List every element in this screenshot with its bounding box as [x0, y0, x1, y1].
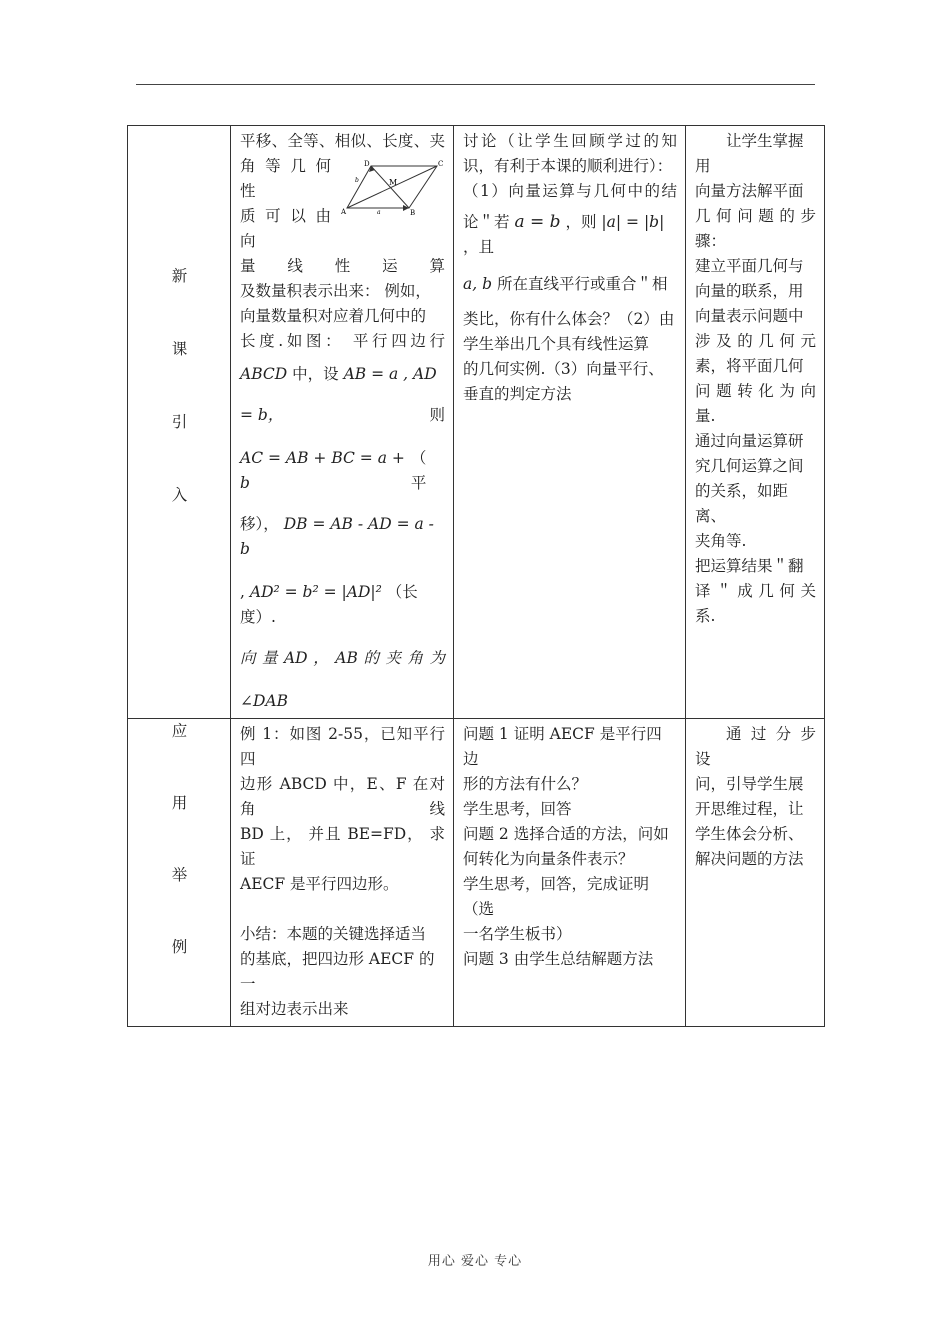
section-label-example [128, 719, 231, 1027]
table-row-new-lesson [128, 126, 825, 719]
text-line: 系. [695, 607, 716, 625]
text-line: 角 等 几 何 性 [240, 157, 331, 200]
text-line: 的几何实例.（3）向量平行、 [463, 360, 664, 378]
math-ac-formula: AC = AB + BC = a + b [240, 449, 405, 492]
text-fragment: 所在直线平行或重合＂相 [496, 275, 668, 293]
formula-line [240, 580, 445, 630]
text-line: 讨论（让学生回顾学过的知 [463, 132, 677, 150]
table-row-example [128, 719, 825, 1027]
text-line: 夹角等. [695, 532, 747, 550]
text-line: 问，引导学生展 [695, 775, 804, 793]
text-line: 究几何运算之间 [695, 457, 804, 475]
text-line: 问题 2 选择合适的方法，问如 [463, 825, 669, 843]
formula-line [240, 446, 445, 496]
text-fragment: ，则 [565, 213, 597, 231]
label-char: 应 [171, 722, 188, 740]
text-line: 向量数量积对应着几何中的 [240, 307, 427, 325]
label-char: 举 [171, 866, 188, 884]
text-line: BD 上， 并且 BE=FD， 求证 [240, 825, 445, 868]
label-char: 例 [171, 938, 188, 956]
content-cell [454, 719, 686, 1027]
text-line: AECF 是平行四边形。 [240, 875, 399, 893]
text-line: 组对边表示出来 [240, 1000, 349, 1018]
math-abcd: ABCD [240, 365, 288, 383]
vertex-label: D [364, 160, 370, 168]
math-vec-ad: 向 量 AD ， [240, 649, 330, 667]
content-cell [231, 126, 454, 719]
text-fragment: 则 [429, 406, 445, 424]
text-line: 涉 及 的 几 何 元 [695, 332, 816, 350]
text-line: 的关系，如距离、 [695, 482, 789, 525]
math-eq-b: = b， [240, 406, 284, 424]
text-fragment: ，且 [463, 238, 495, 256]
formula-line [240, 362, 445, 387]
lesson-table [127, 125, 825, 1027]
content-cell [231, 719, 454, 1027]
formula-line [463, 210, 677, 260]
text-line: 通 过 分 步 设 [695, 725, 816, 768]
parallelogram-figure [337, 158, 445, 216]
text-line: 译 ＂ 成 几 何 关 [695, 582, 816, 600]
formula-line [240, 646, 445, 671]
math-db-formula: DB = AB - AD = a - b [240, 515, 434, 558]
text-line: 骤： [695, 232, 727, 250]
text-line: 量. [695, 407, 716, 425]
math-ab-a: AB = a , AD [343, 365, 437, 383]
text-fragment: , [240, 583, 245, 601]
text-line: 向量方法解平面 [695, 182, 804, 200]
text-line: 学生举出几个具有线性运算 [463, 335, 650, 353]
text-line: 识，有利于本课的顺利进行）： [463, 157, 673, 175]
math-vec-ab: AB 的 夹 角 为 [335, 649, 445, 667]
text-line: 形的方法有什么？ [463, 775, 588, 793]
vertex-label: A [341, 208, 347, 216]
text-fragment: （ 平 [410, 449, 427, 492]
formula-line [240, 403, 445, 428]
text-line: 量 线 性 运 算 [240, 257, 445, 275]
math-ad-formula: AD² = b² = |AD|² [249, 583, 382, 601]
text-fragment: （长度）. [240, 583, 418, 626]
content-cell [454, 126, 686, 719]
label-char: 用 [171, 794, 188, 812]
text-line: 问 题 转 化 为 向 [695, 382, 816, 400]
text-line: 解决问题的方法 [695, 850, 804, 868]
text-line: 长度.如图： 平行四边行 [240, 332, 445, 350]
math-angle: ∠DAB [240, 692, 288, 710]
section-label-new-lesson [128, 126, 231, 719]
formula-line [463, 272, 677, 297]
text-line: 质 可 以 由 向 [240, 207, 331, 250]
label-char: 入 [171, 486, 188, 504]
text-line: 素，将平面几何 [695, 357, 804, 375]
content-cell [686, 719, 825, 1027]
text-fragment: 移）， [240, 515, 279, 533]
label-char: 课 [171, 340, 188, 358]
text-line: 向量表示问题中 [695, 307, 804, 325]
math-a-eq-b: a = b [514, 212, 561, 232]
text-line: 问题 1 证明 AECF 是平行四边 [463, 725, 662, 768]
text-line: 向量的联系，用 [695, 282, 804, 300]
page-footer: 用心 爱心 专心 [427, 1254, 523, 1269]
text-line: 开思维过程，让 [695, 800, 804, 818]
text-line: 学生思考，回答 [463, 800, 572, 818]
label-char: 新 [171, 267, 188, 285]
text-line: 通过向量运算研 [695, 432, 804, 450]
text-line: （1）向量运算与几何中的结 [463, 182, 677, 200]
vertex-label: C [438, 160, 444, 168]
point-label: M [389, 178, 398, 187]
text-line: 学生体会分析、 [695, 825, 804, 843]
text-line: 小结：本题的关键选择适当 [240, 925, 427, 943]
text-line: 何转化为向量条件表示？ [463, 850, 634, 868]
header-rule [136, 84, 815, 85]
text-line: 问题 3 由学生总结解题方法 [463, 950, 654, 968]
text-line: 例 1：如图 2-55，已知平行四 [240, 725, 445, 768]
vector-label: b [355, 177, 359, 184]
text-line: 及数量积表示出来： 例如， [240, 282, 431, 300]
vector-label: a [377, 209, 381, 216]
text-fragment: 论＂若 [463, 213, 510, 231]
text-line: 类比，你有什么体会？（2）由 [463, 310, 675, 328]
label-char: 引 [171, 413, 188, 431]
text-fragment: 中，设 [292, 365, 339, 383]
vertex-label: B [410, 209, 416, 216]
text-line: 边形 ABCD 中，E、F 在对角线 [240, 775, 445, 818]
math-abs: |a| = |b| [601, 213, 665, 231]
text-line: 的基底，把四边形 AECF 的一 [240, 950, 435, 993]
text-line: 建立平面几何与 [695, 257, 804, 275]
formula-line [240, 512, 445, 562]
text-line: 平移、全等、相似、长度、夹 [240, 132, 445, 150]
text-line: 把运算结果＂翻 [695, 557, 804, 575]
text-line: 几 何 问 题 的 步 [695, 207, 816, 225]
text-line: 学生思考，回答，完成证明（选 [463, 875, 650, 918]
content-cell [686, 126, 825, 719]
math-ab-vars: a, b [463, 275, 493, 293]
text-line: 垂直的判定方法 [463, 385, 572, 403]
text-line: 一名学生板书） [463, 925, 572, 943]
text-line: 让学生掌握用 [695, 132, 804, 175]
